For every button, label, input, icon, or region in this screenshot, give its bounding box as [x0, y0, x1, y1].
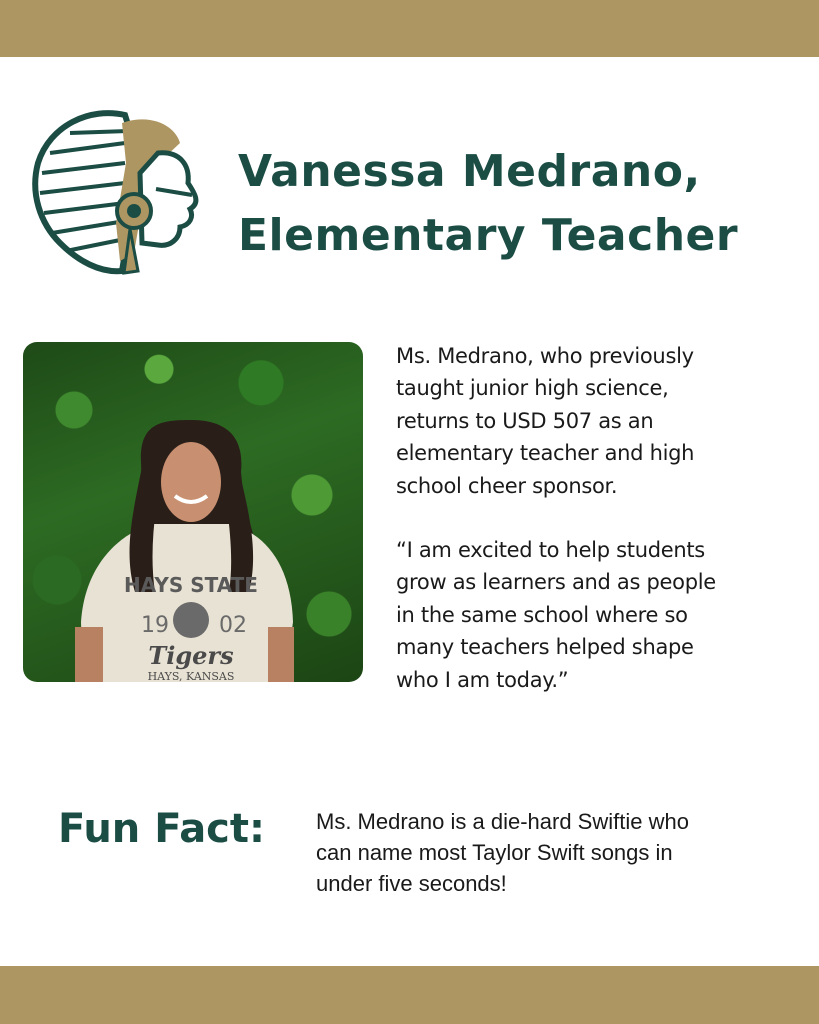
bottom-gold-band — [0, 966, 819, 1024]
teacher-portrait-photo — [23, 342, 363, 682]
page-title — [238, 140, 818, 268]
top-gold-band — [0, 0, 819, 57]
title-name: Vanessa Medrano, — [238, 146, 701, 197]
portrait-illustration — [23, 342, 363, 682]
teacher-quote: “I am excited to help students grow as learners and as people in the same school where so many teachers helped shape who I am today.” — [396, 538, 716, 692]
svg-text:HAYS, KANSAS: HAYS, KANSAS — [147, 670, 235, 682]
shirt-text-hays-state: HAYS STATE — [124, 573, 258, 597]
mascot-head-icon — [30, 103, 208, 279]
bio-paragraph: Ms. Medrano, who previously taught junior high science, returns to USD 507 as an elementary teacher and high school cheer sponsor. — [396, 344, 695, 498]
svg-text:19: 19 — [141, 613, 169, 638]
fun-fact-text: Ms. Medrano is a die-hard Swiftie who can name most Taylor Swift songs in under five seconds! — [316, 809, 689, 896]
svg-text:02: 02 — [219, 613, 247, 638]
school-mascot-logo — [30, 103, 208, 279]
title-role: Elementary Teacher — [238, 210, 739, 261]
svg-text:Tigers: Tigers — [148, 641, 234, 670]
fun-fact-heading: Fun Fact: — [58, 806, 266, 852]
